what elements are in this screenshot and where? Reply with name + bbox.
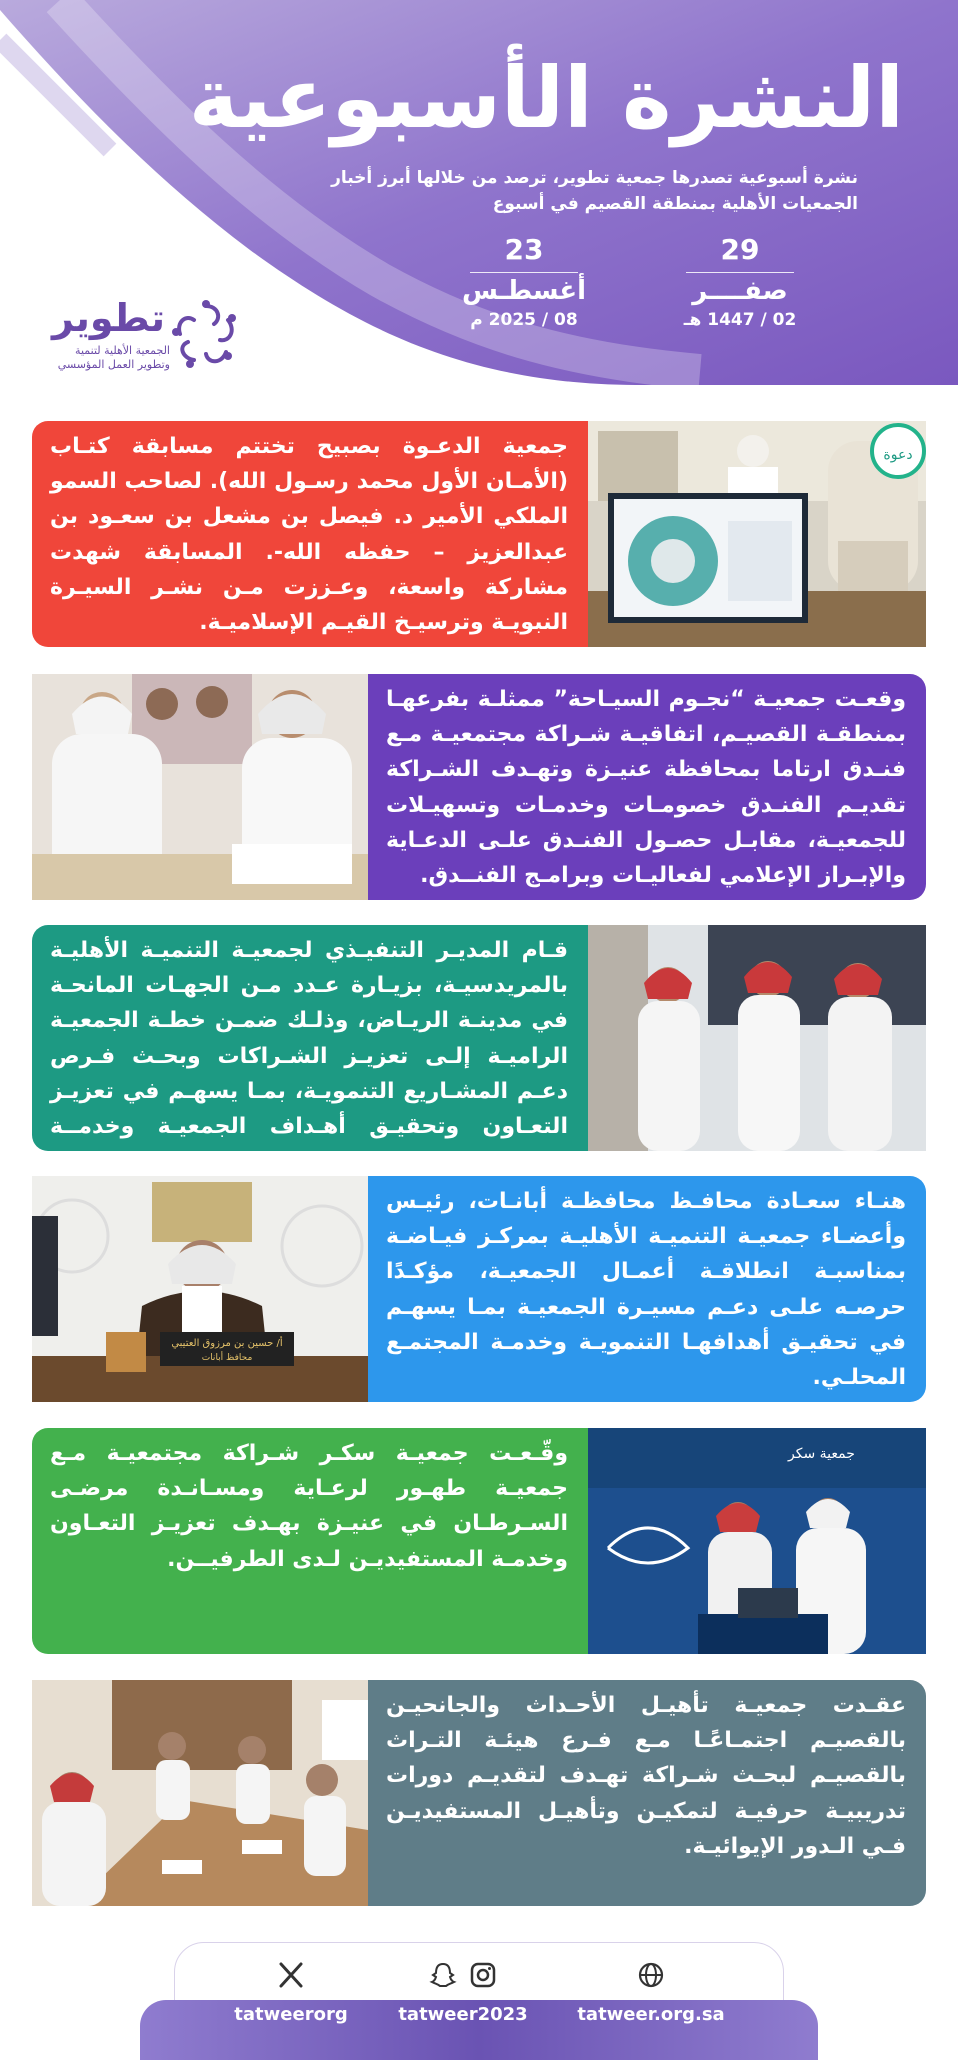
news-text-6: عقـدت جمعيـة تأهيـل الأحـداث والجانحيـن بالقصيـم اجتمـاعًـا مـع فـرع هيئـة التـراث بالقصيـم لبحـث شـراكة تهـدف لتقديـم دورات تدريبيـة حرفيـة لتمكيـن وتأهيـل المستفيديـن فـي الـدور الإيوائيـة.	[386, 1693, 906, 1859]
tatweer-logo	[48, 296, 248, 376]
social-x[interactable]	[276, 1958, 306, 1992]
news-text-1: جمعية الدعـوة بصبيح تختتم مسابقة كتـاب (الأمـان الأول محمد رسـول الله). لصاحب السمو الملكي الأمير د. فيصل بن مشعل بن سعـود بن عبدالعزيز – حفظه الله-. المسابقة شهدت مشاركة واسعة، وعـززت مـن نشـر السيـرة النبويـة وترسيـخ القيـم الإسلاميـة.	[50, 434, 568, 635]
news-text-3: قـام المديـر التنفيـذي لجمعيـة التنميـة الأهليـة بالمريدسيـة، بزيـارة عـدد مـن الجهـات المانحـة في مدينـة الريـاض، وذلـك ضمـن خطـة الجمعيـة الراميـة إلـى تعزيـز الشـراكات وبحـث فـرص دعـم المشـاريع التنمويـة، بمـا يسهـم في تعزيـز التعـاون وتحقيـق أهـداف الجمعيـة وخدمــة المجتمـع.	[50, 938, 568, 1175]
photo-logo-text: دعوة	[883, 447, 913, 463]
logo-name: تطوير	[52, 296, 166, 340]
news-photo-6	[32, 1680, 368, 1906]
hijri-date	[670, 233, 810, 330]
handle-x[interactable]: tatweerorg	[234, 2004, 348, 2025]
social-snapchat-instagram[interactable]	[428, 1958, 498, 1992]
subtitle: نشرة أسبوعية تصدرها جمعية تطوير، ترصد من خلالها أبرز أخبار الجمعيات الأهلية بمنطقة القصيم في أسبوع	[331, 168, 858, 215]
news-photo-3	[588, 925, 926, 1151]
instagram-icon[interactable]	[468, 1960, 498, 1990]
photo-sign-text: جمعية سكر	[788, 1446, 855, 1462]
hijri-full-date: 02 / 1447 هـ	[683, 309, 797, 330]
social-website[interactable]	[636, 1958, 666, 1992]
logo-tagline: الجمعية الأهلية لتنمية وتطوير العمل المؤسسي	[57, 344, 170, 372]
news-text-2: وقعـت جمعيـة “نجـوم السيـاحة” ممثلـة بفرعهـا بمنطقـة القصيـم، اتفاقيـة شـراكة مجتمعيـة مـع فنـدق ارتاما بمحافظة عنيـزة وتهـدف الشـراكة تقديـم الفنـدق خصومـات وخدمـات وتسهيـلات للجمعيـة، مقابـل حصـول الفنـدق علـى الدعـاية والإبـراز الإعلامي لفعاليـات وبرامـج الفنــدق.	[386, 687, 906, 888]
news-photo-2	[32, 674, 368, 900]
logo-mark-icon	[166, 298, 246, 374]
news-card-4[interactable]	[32, 1176, 926, 1402]
gregorian-day: 23	[504, 233, 544, 266]
page-title: النشرة الأسبوعية	[188, 49, 904, 147]
news-text-5: وقّـعـت جمعيـة سكـر شـراكة مجتمعيـة مـع جمعيـة طهـور لرعـاية ومسـانـدة مرضـى السـرطـان في عنيـزة بهـدف تعزيـز التعـاون وخدمـة المستفيديـن لـدى الطرفيــن.	[50, 1441, 568, 1572]
news-card-1[interactable]	[32, 421, 926, 647]
x-icon[interactable]	[276, 1960, 306, 1990]
news-card-2[interactable]	[32, 674, 926, 900]
snapchat-icon[interactable]	[428, 1960, 458, 1990]
news-text-4: هنـاء سعـادة محافـظ محافظـة أبانـات، رئيـس وأعضـاء جمعيـة التنميـة الأهليـة بمركـز فيـاضـة بمناسبـة انطلاقـة أعمـال الجمعيـة، مؤكـدًا حرصـه علـى دعـم مسيـرة الجمعيـة بمـا يسهـم في تحقيـق أهدافهـا التنمويـة وخدمـة المجتمـع المحلـي.	[386, 1189, 906, 1390]
gregorian-month: أغسطـس	[461, 276, 587, 306]
nameplate-title: محافظ أبانات	[201, 1353, 253, 1363]
news-photo-4	[32, 1176, 368, 1402]
handle-snapchat-instagram[interactable]: tatweer2023	[398, 2004, 528, 2025]
gregorian-full-date: 08 / 2025 م	[470, 309, 578, 330]
news-card-3[interactable]	[32, 925, 926, 1175]
news-photo-5	[588, 1428, 926, 1654]
nameplate-name: أ/ حسين بن مرزوق العتيبي	[171, 1338, 283, 1349]
divider	[470, 272, 578, 273]
news-card-5[interactable]	[32, 1428, 926, 1654]
news-card-6[interactable]	[32, 1680, 926, 1906]
news-photo-1	[588, 421, 926, 647]
hijri-month: صفــــر	[692, 276, 788, 306]
globe-icon[interactable]	[636, 1960, 666, 1990]
handle-website[interactable]: tatweer.org.sa	[577, 2004, 725, 2025]
header	[0, 0, 958, 390]
divider	[686, 272, 794, 273]
gregorian-date	[454, 233, 594, 330]
hijri-day: 29	[720, 233, 760, 266]
